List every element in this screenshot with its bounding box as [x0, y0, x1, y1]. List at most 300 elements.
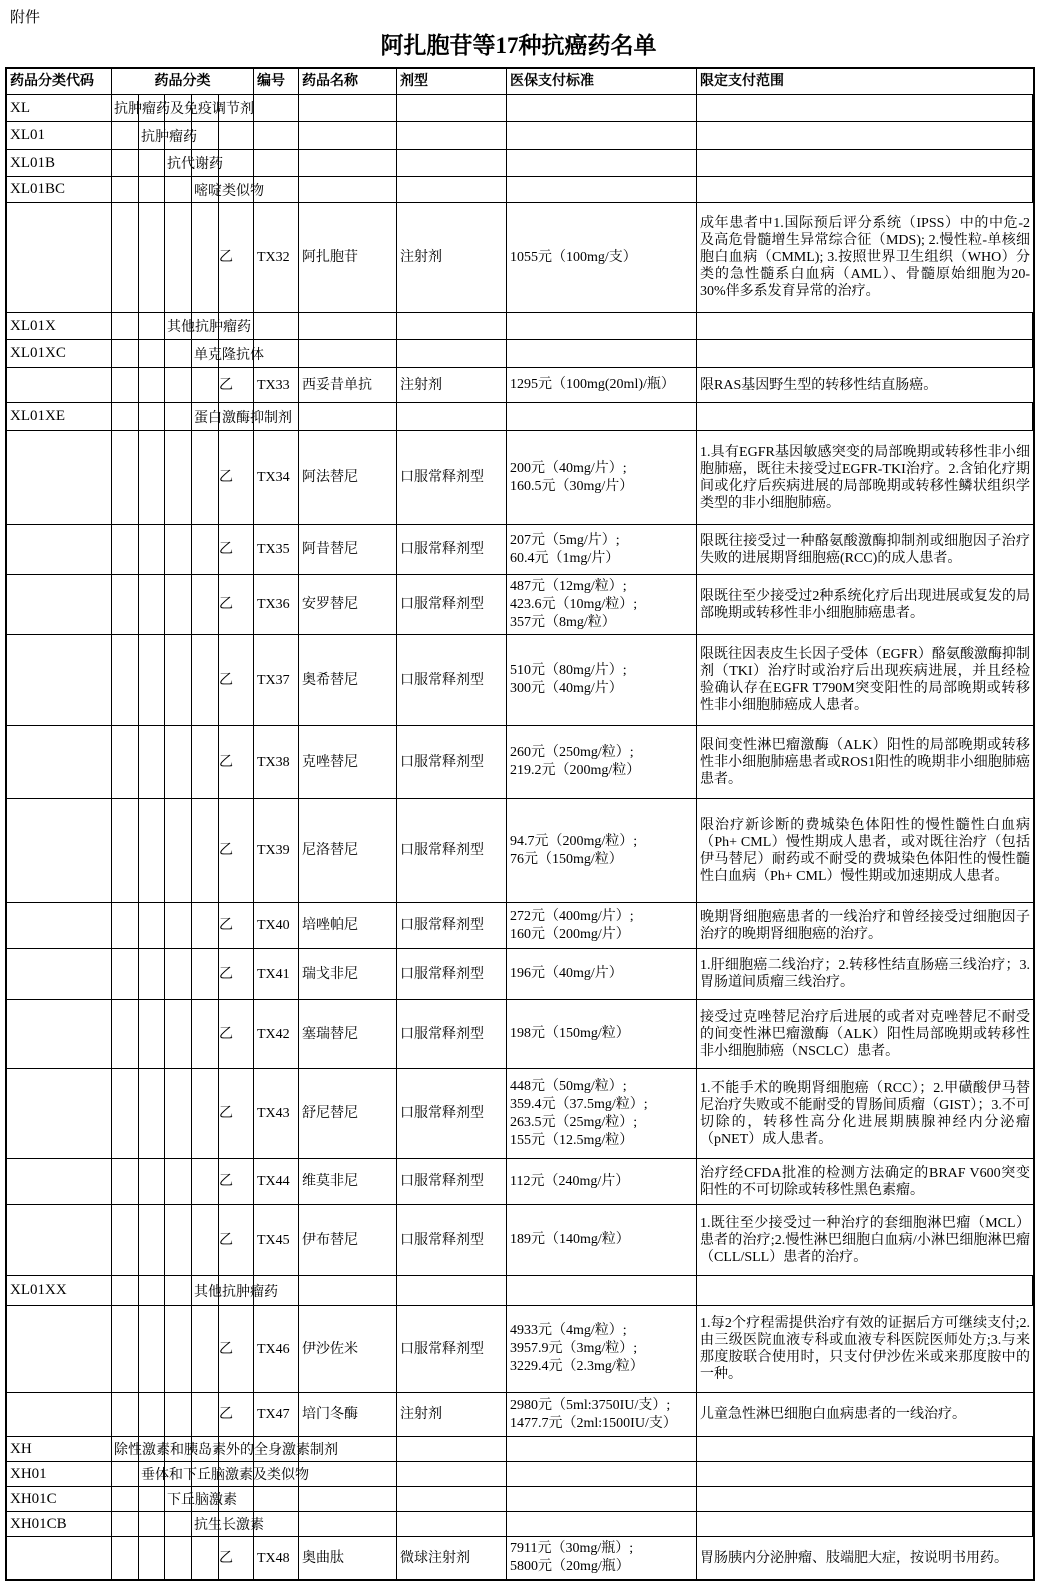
class-code-text: XH [10, 1440, 32, 1457]
empty-cell [219, 1437, 254, 1461]
class-code-text: XL01BC [10, 181, 66, 197]
empty-cell [299, 340, 397, 367]
empty-cell [112, 1276, 139, 1305]
drug-row-TX38 [7, 726, 1033, 799]
empty-cell [254, 1462, 299, 1486]
pay-scope: 限既往接受过一种酪氨酸激酶抑制剂或细胞因子治疗失败的进展期肾细胞癌(RCC)的成人患者。 [700, 533, 1030, 566]
price-line: 196元（40mg/片） [510, 966, 623, 981]
classification-row-XH01CB [7, 1512, 1033, 1537]
empty-cell [165, 122, 192, 149]
pay-scope: 限既往因表皮生长因子受体（EGFR）酪氨酸激酶抑制剂（TKI）治疗时或治疗后出现疾病进展，并且经检验确认存在EGFR T790M突变阳性的局部晚期或转移性非小细胞肺癌成人患者。 [700, 647, 1030, 713]
empty-cell [192, 903, 219, 948]
price-line: 260元（250mg/粒）; [510, 745, 634, 760]
table-header-row [7, 69, 1033, 95]
empty-cell [697, 1462, 1033, 1486]
empty-cell [165, 799, 192, 902]
empty-cell [507, 1276, 697, 1305]
empty-cell [507, 313, 697, 339]
empty-cell [112, 799, 139, 902]
empty-cell [397, 1462, 507, 1486]
class-code [7, 368, 112, 402]
pay-category: 乙 [219, 575, 254, 634]
classification-row-XH [7, 1437, 1033, 1462]
pay-standard [507, 635, 697, 725]
classification-row-XL01XX [7, 1276, 1033, 1306]
pay-standard [507, 1306, 697, 1392]
classification-label: 抗代谢药 [167, 157, 223, 172]
empty-cell [139, 95, 165, 121]
empty-cell [165, 1000, 192, 1068]
pay-category: 乙 [219, 799, 254, 902]
class-code [7, 122, 112, 149]
pay-category: 乙 [219, 525, 254, 574]
empty-cell [192, 635, 219, 725]
pay-scope: 成年患者中1.国际预后评分系统（IPSS）中的中危-2及高危骨髓增生异常综合征（MDS); 2.慢性粒-单核细胞白血病（CMML); 3.按照世界卫生组织（WHO）分类的急性髓系白血病（AML）、骨髓原始细胞为20-30%伴多系发育异常的治疗。 [700, 216, 1030, 299]
pay-category: 乙 [219, 1393, 254, 1436]
header-code: 药品分类代码 [7, 69, 112, 94]
empty-cell [192, 122, 219, 149]
empty-cell [507, 95, 697, 121]
drug-row-TX37 [7, 635, 1033, 726]
empty-cell [192, 1205, 219, 1275]
empty-cell [165, 431, 192, 524]
empty-cell [219, 1512, 254, 1536]
empty-cell [139, 150, 165, 176]
price-line: 5800元（20mg/瓶） [510, 1559, 630, 1574]
drug-no: TX40 [254, 903, 299, 948]
empty-cell [397, 1276, 507, 1305]
pay-category: 乙 [219, 903, 254, 948]
empty-cell [697, 1276, 1033, 1305]
pay-scope: 1.不能手术的晚期肾细胞癌（RCC）；2.甲磺酸伊马替尼治疗失败或不能耐受的胃肠间质瘤（GIST）；3.不可切除的，转移性高分化进展期胰腺神经内分泌瘤（pNET）成人患者。 [700, 1080, 1030, 1147]
class-code [7, 403, 112, 430]
empty-cell [192, 525, 219, 574]
pay-category: 乙 [219, 1000, 254, 1068]
empty-cell [219, 1462, 254, 1486]
dosage-form: 口服常释剂型 [397, 949, 507, 999]
pay-category: 乙 [219, 726, 254, 798]
pay-category: 乙 [219, 368, 254, 402]
empty-cell [192, 1159, 219, 1204]
empty-cell [165, 575, 192, 634]
empty-cell [697, 403, 1033, 430]
empty-cell [139, 177, 165, 202]
drug-name: 培唑帕尼 [299, 903, 397, 948]
empty-cell [397, 1437, 507, 1461]
class-code-text: XL01XX [10, 1282, 67, 1298]
empty-cell [697, 1487, 1033, 1511]
pay-scope: 晚期肾细胞癌患者的一线治疗和曾经接受过细胞因子治疗的晚期肾细胞癌的治疗。 [700, 909, 1030, 942]
empty-cell [165, 368, 192, 402]
empty-cell [165, 1537, 192, 1579]
price-line: 3229.4元（2.3mg/粒） [510, 1359, 644, 1374]
empty-cell [192, 1537, 219, 1579]
pay-category: 乙 [219, 949, 254, 999]
empty-cell [192, 949, 219, 999]
drug-no: TX32 [254, 203, 299, 312]
pay-standard [507, 525, 697, 574]
empty-cell [112, 726, 139, 798]
empty-cell [165, 525, 192, 574]
empty-cell [139, 1159, 165, 1204]
empty-cell [139, 340, 165, 367]
class-code-text: XL01 [10, 127, 45, 143]
price-line: 219.2元（200mg/粒） [510, 763, 641, 778]
empty-cell [192, 1462, 219, 1486]
attachment-label: 附件 [10, 10, 41, 26]
classification-label: 单克隆抗体 [194, 347, 264, 363]
drug-no: TX41 [254, 949, 299, 999]
empty-cell [192, 431, 219, 524]
empty-cell [112, 525, 139, 574]
drug-no: TX47 [254, 1393, 299, 1436]
price-line: 198元（150mg/粒） [510, 1026, 630, 1041]
empty-cell [139, 799, 165, 902]
price-line: 1477.7元（2ml:1500IU/支） [510, 1415, 677, 1431]
empty-cell [139, 635, 165, 725]
empty-cell [397, 403, 507, 430]
price-line: 487元（12mg/粒）; [510, 578, 627, 594]
empty-cell [219, 95, 254, 121]
empty-cell [507, 150, 697, 176]
dosage-form: 口服常释剂型 [397, 575, 507, 634]
empty-cell [697, 313, 1033, 339]
empty-cell [112, 340, 139, 367]
drug-no: TX43 [254, 1069, 299, 1158]
empty-cell [165, 1205, 192, 1275]
drug-name: 伊沙佐米 [299, 1306, 397, 1392]
empty-cell [192, 1000, 219, 1068]
pay-scope: 1.既往至少接受过一种治疗的套细胞淋巴瘤（MCL）患者的治疗;2.慢性淋巴细胞白血病/小淋巴细胞淋巴瘤（CLL/SLL）患者的治疗。 [700, 1215, 1030, 1265]
empty-cell [219, 122, 254, 149]
empty-cell [165, 903, 192, 948]
dosage-form: 口服常释剂型 [397, 431, 507, 524]
empty-cell [192, 726, 219, 798]
empty-cell [165, 203, 192, 312]
empty-cell [192, 150, 219, 176]
class-code [7, 726, 112, 798]
drug-row-TX32 [7, 203, 1033, 313]
empty-cell [192, 1393, 219, 1436]
classification-label: 抗肿瘤药 [141, 129, 197, 145]
pay-category: 乙 [219, 203, 254, 312]
empty-cell [139, 575, 165, 634]
dosage-form: 口服常释剂型 [397, 726, 507, 798]
empty-cell [299, 1512, 397, 1536]
pay-standard [507, 1159, 697, 1204]
header-standard: 医保支付标准 [507, 69, 697, 94]
empty-cell [139, 1276, 165, 1305]
empty-cell [139, 525, 165, 574]
empty-cell [139, 726, 165, 798]
classification-label: 垂体和下丘脑激素及类似物 [141, 1468, 309, 1483]
empty-cell [112, 368, 139, 402]
drug-no: TX45 [254, 1205, 299, 1275]
empty-cell [254, 403, 299, 430]
class-code [7, 150, 112, 176]
dosage-form: 注射剂 [397, 1393, 507, 1436]
dosage-form: 注射剂 [397, 368, 507, 402]
drug-name: 伊布替尼 [299, 1205, 397, 1275]
pay-scope: 儿童急性淋巴细胞白血病患者的一线治疗。 [700, 1407, 966, 1422]
empty-cell [219, 177, 254, 202]
empty-cell [397, 95, 507, 121]
empty-cell [219, 313, 254, 339]
pay-scope: 限既往至少接受过2种系统化疗后出现进展或复发的局部晚期或转移性非小细胞肺癌患者。 [700, 588, 1030, 621]
pay-standard [507, 1537, 697, 1579]
empty-cell [165, 1462, 192, 1486]
empty-cell [112, 1000, 139, 1068]
price-line: 207元（5mg/片）; [510, 532, 620, 548]
drug-no: TX36 [254, 575, 299, 634]
class-code [7, 1205, 112, 1275]
empty-cell [299, 403, 397, 430]
class-code-text: XL01XE [10, 408, 65, 424]
class-code-text: XL01XC [10, 345, 66, 361]
pay-standard [507, 575, 697, 634]
drug-row-TX42 [7, 1000, 1033, 1069]
price-line: 60.4元（1mg/片） [510, 550, 620, 566]
pay-scope: 1.具有EGFR基因敏感突变的局部晚期或转移性非小细胞肺癌，既往未接受过EGFR-TKI治疗。2.含铂化疗期间或化疗后疾病进展的局部晚期或转移性鳞状组织学类型的非小细胞肺癌。 [700, 444, 1030, 511]
class-code [7, 203, 112, 312]
classification-row-XL01B [7, 150, 1033, 177]
empty-cell [139, 368, 165, 402]
drug-name: 阿扎胞苷 [299, 203, 397, 312]
pay-category: 乙 [219, 1069, 254, 1158]
empty-cell [139, 1512, 165, 1536]
empty-cell [112, 1205, 139, 1275]
empty-cell [192, 95, 219, 121]
empty-cell [112, 575, 139, 634]
price-line: 155元（12.5mg/粒） [510, 1132, 634, 1148]
class-code [7, 1393, 112, 1436]
pay-category: 乙 [219, 1159, 254, 1204]
pay-standard [507, 1393, 697, 1436]
empty-cell [192, 1069, 219, 1158]
price-line: 160.5元（30mg/片） [510, 478, 634, 494]
empty-cell [139, 122, 165, 149]
empty-cell [112, 203, 139, 312]
empty-cell [219, 1276, 254, 1305]
empty-cell [165, 1069, 192, 1158]
drug-no: TX48 [254, 1537, 299, 1579]
empty-cell [165, 1306, 192, 1392]
empty-cell [192, 1512, 219, 1536]
drug-name: 尼洛替尼 [299, 799, 397, 902]
empty-cell [112, 1306, 139, 1392]
empty-cell [299, 1462, 397, 1486]
empty-cell [165, 1393, 192, 1436]
class-code-text: XL01X [10, 317, 56, 334]
header-name: 药品名称 [299, 69, 397, 94]
empty-cell [219, 1487, 254, 1511]
empty-cell [112, 403, 139, 430]
empty-cell [697, 95, 1033, 121]
classification-label: 蛋白激酶抑制剂 [194, 410, 292, 426]
pay-standard [507, 1000, 697, 1068]
price-line: 272元（400mg/片）; [510, 908, 634, 924]
class-code [7, 1276, 112, 1305]
empty-cell [112, 1512, 139, 1536]
empty-cell [165, 1437, 192, 1461]
empty-cell [139, 1537, 165, 1579]
empty-cell [697, 1512, 1033, 1536]
classification-label: 抗肿瘤药及免疫调节剂 [114, 102, 254, 117]
pay-scope: 1.肝细胞癌二线治疗；2.转移性结直肠癌三线治疗；3.胃肠道间质瘤三线治疗。 [700, 958, 1030, 990]
price-line: 200元（40mg/片）; [510, 460, 627, 476]
class-code [7, 1306, 112, 1392]
classification-label: 下丘脑激素 [167, 1493, 237, 1508]
class-code [7, 799, 112, 902]
drug-table [5, 67, 1035, 1581]
pay-standard [507, 1205, 697, 1275]
drug-row-TX47 [7, 1393, 1033, 1437]
empty-cell [112, 949, 139, 999]
empty-cell [139, 949, 165, 999]
empty-cell [254, 1487, 299, 1511]
empty-cell [507, 403, 697, 430]
price-line: 510元（80mg/片）; [510, 663, 627, 678]
empty-cell [299, 1276, 397, 1305]
empty-cell [112, 903, 139, 948]
empty-cell [139, 1205, 165, 1275]
header-form: 剂型 [397, 69, 507, 94]
page-title: 阿扎胞苷等17种抗癌药名单 [380, 33, 657, 58]
classification-label: 其他抗肿瘤药 [194, 1284, 278, 1300]
header-no: 编号 [254, 69, 299, 94]
drug-name: 西妥昔单抗 [299, 368, 397, 402]
drug-row-TX36 [7, 575, 1033, 635]
empty-cell [112, 635, 139, 725]
empty-cell [165, 1487, 192, 1511]
class-code [7, 575, 112, 634]
empty-cell [299, 313, 397, 339]
drug-name: 培门冬酶 [299, 1393, 397, 1436]
drug-no: TX38 [254, 726, 299, 798]
pay-category: 乙 [219, 635, 254, 725]
empty-cell [139, 403, 165, 430]
pay-standard [507, 903, 697, 948]
empty-cell [165, 1159, 192, 1204]
drug-name: 舒尼替尼 [299, 1069, 397, 1158]
price-line: 263.5元（25mg/粒）; [510, 1114, 638, 1130]
drug-name: 奥曲肽 [299, 1537, 397, 1579]
price-line: 7911元（30mg/瓶）; [510, 1541, 634, 1556]
empty-cell [112, 1159, 139, 1204]
empty-cell [397, 177, 507, 202]
drug-name: 奥希替尼 [299, 635, 397, 725]
class-code [7, 1462, 112, 1486]
empty-cell [397, 1487, 507, 1511]
classification-row-XH01C [7, 1487, 1033, 1512]
pay-scope: 治疗经CFDA批准的检测方法确定的BRAF V600突变阳性的不可切除或转移性黑色素瘤。 [700, 1165, 1030, 1198]
empty-cell [697, 122, 1033, 149]
class-code-text: XH01C [10, 1490, 57, 1507]
pay-scope: 胃肠胰内分泌肿瘤、肢端肥大症，按说明书用药。 [700, 1550, 1008, 1566]
drug-name: 维莫非尼 [299, 1159, 397, 1204]
class-code [7, 1000, 112, 1068]
empty-cell [507, 1437, 697, 1461]
empty-cell [139, 1393, 165, 1436]
empty-cell [139, 1487, 165, 1511]
class-code [7, 1159, 112, 1204]
drug-row-TX48 [7, 1537, 1033, 1579]
empty-cell [112, 1437, 139, 1461]
class-code-text: XL [10, 99, 30, 116]
pay-scope: 限RAS基因野生型的转移性结直肠癌。 [700, 377, 938, 393]
empty-cell [165, 95, 192, 121]
empty-cell [112, 1462, 139, 1486]
pay-category: 乙 [219, 1537, 254, 1579]
empty-cell [192, 1276, 219, 1305]
drug-no: TX37 [254, 635, 299, 725]
empty-cell [112, 177, 139, 202]
class-code [7, 1437, 112, 1461]
class-code-text: XH01CB [10, 1515, 67, 1532]
empty-cell [139, 903, 165, 948]
dosage-form: 口服常释剂型 [397, 635, 507, 725]
empty-cell [192, 575, 219, 634]
empty-cell [192, 1437, 219, 1461]
empty-cell [507, 1462, 697, 1486]
empty-cell [192, 403, 219, 430]
empty-cell [299, 1487, 397, 1511]
pay-scope: 限间变性淋巴瘤激酶（ALK）阳性的局部晚期或转移性非小细胞肺癌患者或ROS1阳性的晚期非小细胞肺癌患者。 [700, 737, 1030, 787]
drug-no: TX35 [254, 525, 299, 574]
dosage-form: 微球注射剂 [397, 1537, 507, 1579]
pay-standard [507, 1069, 697, 1158]
empty-cell [112, 1069, 139, 1158]
empty-cell [219, 150, 254, 176]
dosage-form: 口服常释剂型 [397, 1306, 507, 1392]
drug-row-TX44 [7, 1159, 1033, 1205]
empty-cell [397, 313, 507, 339]
classification-row-XL01BC [7, 177, 1033, 203]
class-code [7, 1487, 112, 1511]
empty-cell [254, 313, 299, 339]
class-code [7, 635, 112, 725]
empty-cell [192, 313, 219, 339]
drug-row-TX45 [7, 1205, 1033, 1276]
pay-standard [507, 431, 697, 524]
empty-cell [507, 340, 697, 367]
pay-standard [507, 949, 697, 999]
empty-cell [192, 1306, 219, 1392]
price-line: 423.6元（10mg/粒）; [510, 596, 638, 612]
dosage-form: 口服常释剂型 [397, 799, 507, 902]
dosage-form: 口服常释剂型 [397, 1205, 507, 1275]
drug-no: TX39 [254, 799, 299, 902]
class-code-text: XH01 [10, 1465, 47, 1482]
dosage-form: 口服常释剂型 [397, 525, 507, 574]
empty-cell [254, 150, 299, 176]
pay-standard [507, 203, 697, 312]
empty-cell [139, 1306, 165, 1392]
dosage-form: 口服常释剂型 [397, 1159, 507, 1204]
drug-name: 塞瑞替尼 [299, 1000, 397, 1068]
class-code [7, 340, 112, 367]
dosage-form: 注射剂 [397, 203, 507, 312]
drug-name: 安罗替尼 [299, 575, 397, 634]
empty-cell [112, 122, 139, 149]
empty-cell [192, 799, 219, 902]
empty-cell [397, 150, 507, 176]
price-line: 76元（150mg/粒） [510, 851, 623, 867]
empty-cell [299, 122, 397, 149]
empty-cell [165, 1512, 192, 1536]
dosage-form: 口服常释剂型 [397, 1069, 507, 1158]
class-code [7, 525, 112, 574]
